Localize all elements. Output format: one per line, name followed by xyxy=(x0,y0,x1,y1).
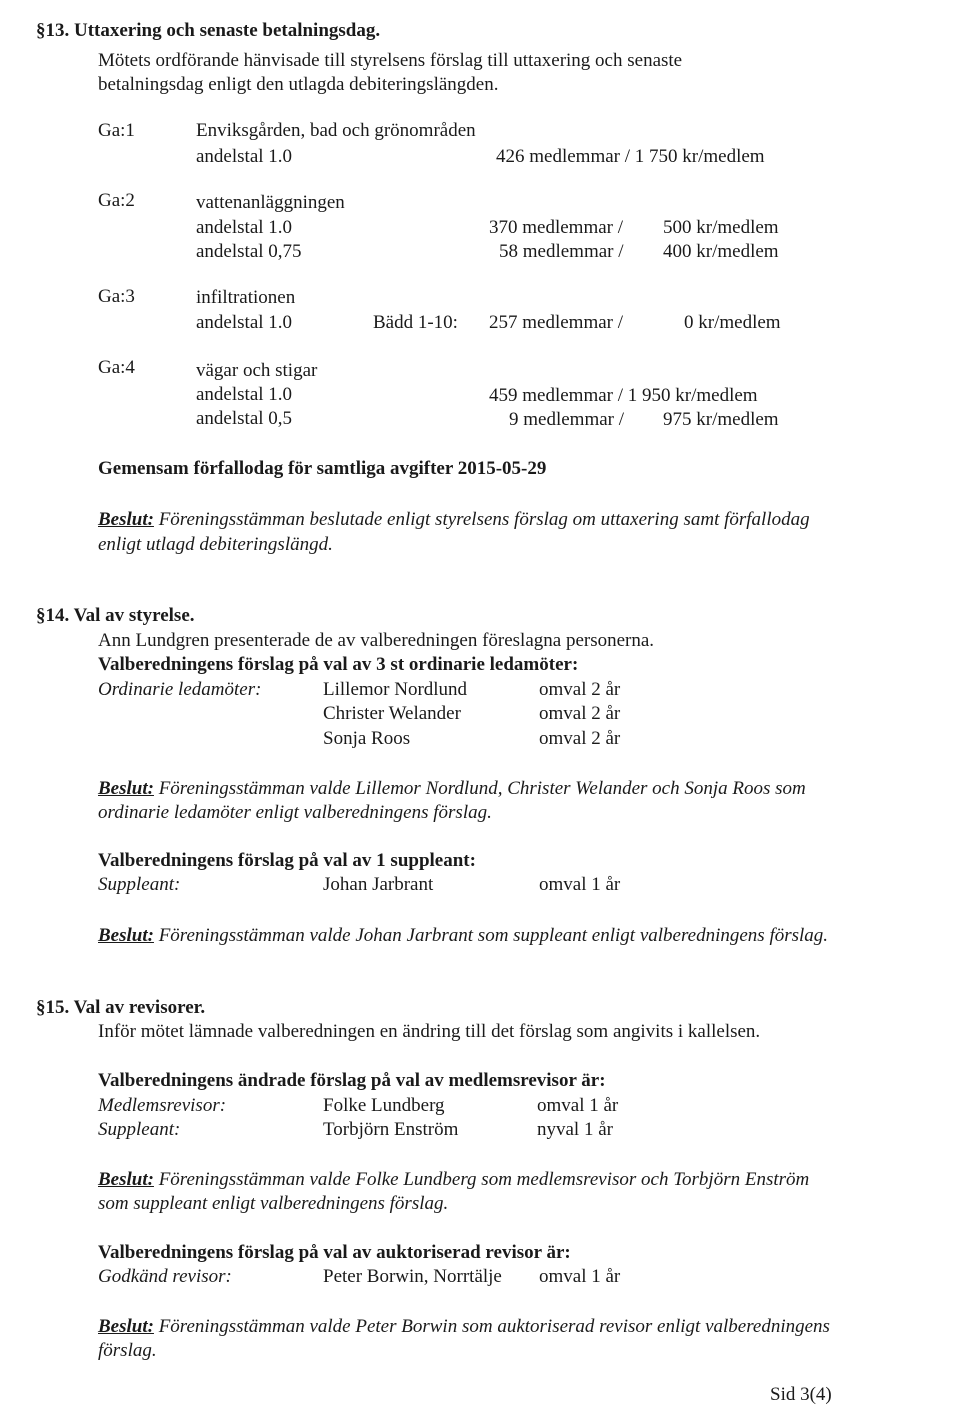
member-name: Lillemor Nordlund xyxy=(323,679,468,700)
member-term: omval 2 år xyxy=(539,703,621,724)
decision-text: Föreningsstämman valde Peter Borwin som auktoriserad revisor enligt valberedningens xyxy=(153,1316,830,1337)
group-share: andelstal 1.0 xyxy=(196,146,293,167)
decision-15b-line-2: förslag. xyxy=(98,1340,157,1361)
decision-14b xyxy=(98,925,828,948)
section-14-heading: §14. Val av styrelse. xyxy=(36,605,195,626)
decision-15a xyxy=(98,1169,809,1192)
role-label: Medlemsrevisor: xyxy=(98,1095,227,1116)
decision-15a-line-2: som suppleant enligt valberedningens förslag. xyxy=(98,1193,449,1214)
group-code: Ga:3 xyxy=(98,286,135,307)
role-label: Suppleant: xyxy=(98,1119,181,1140)
section-15-heading: §15. Val av revisorer. xyxy=(36,997,206,1018)
decision-label: Beslut: xyxy=(98,509,154,530)
auditor-name: Torbjörn Enström xyxy=(323,1119,459,1140)
group-name: vägar och stigar xyxy=(196,360,318,381)
section-13-heading: §13. Uttaxering och senaste betalningsdag. xyxy=(36,20,381,41)
auditor-term: nyval 1 år xyxy=(537,1119,613,1140)
group-fee: 500 kr/medlem xyxy=(663,217,779,238)
proposal-authorized-auditor: Valberedningens förslag på val av auktoriserad revisor är: xyxy=(98,1242,571,1263)
role-label: Suppleant: xyxy=(98,874,181,895)
group-name: Enviksgården, bad och grönområden xyxy=(196,120,476,141)
decision-text: Föreningsstämman valde Johan Jarbrant som suppleant enligt valberedningens förslag. xyxy=(153,925,829,946)
role-label: Ordinarie ledamöter: xyxy=(98,679,262,700)
auditor-term: omval 1 år xyxy=(539,1266,621,1287)
group-fee: 400 kr/medlem xyxy=(663,241,779,262)
group-members: 9 medlemmar / xyxy=(509,409,625,430)
decision-label: Beslut: xyxy=(98,1316,154,1337)
group-name: vattenanläggningen xyxy=(196,192,345,213)
member-name: Sonja Roos xyxy=(323,728,411,749)
group-code: Ga:1 xyxy=(98,120,135,141)
member-term: omval 2 år xyxy=(539,679,621,700)
section-13-intro-line-2: betalningsdag enligt den utlagda debiteringslängden. xyxy=(98,74,499,95)
member-term: omval 2 år xyxy=(539,728,621,749)
group-share: andelstal 1.0 xyxy=(196,384,293,405)
group-members: 370 medlemmar / xyxy=(489,217,624,238)
group-fee: 0 kr/medlem xyxy=(684,312,781,333)
decision-label: Beslut: xyxy=(98,778,154,799)
group-extra: Bädd 1-10: xyxy=(373,312,458,333)
group-members: 257 medlemmar / xyxy=(489,312,624,333)
group-share: andelstal 0,75 xyxy=(196,241,302,262)
deputy-term: omval 1 år xyxy=(539,874,621,895)
due-date-line: Gemensam förfallodag för samtliga avgifter 2015-05-29 xyxy=(98,458,547,479)
section-13-intro-line-1: Mötets ordförande hänvisade till styrelsens förslag till uttaxering och senaste xyxy=(98,50,683,71)
page-number: Sid 3(4) xyxy=(770,1384,832,1405)
decision-13 xyxy=(98,509,810,532)
auditor-name: Folke Lundberg xyxy=(323,1095,445,1116)
deputy-name: Johan Jarbrant xyxy=(323,874,434,895)
auditor-name: Peter Borwin, Norrtälje xyxy=(323,1266,502,1287)
member-name: Christer Welander xyxy=(323,703,461,724)
group-members: 426 medlemmar / 1 750 kr/medlem xyxy=(496,146,765,167)
role-label: Godkänd revisor: xyxy=(98,1266,232,1287)
section-15-intro: Inför mötet lämnade valberedningen en ändring till det förslag som angivits i kallelsen. xyxy=(98,1021,761,1042)
group-fee: 975 kr/medlem xyxy=(663,409,779,430)
group-share: andelstal 1.0 xyxy=(196,217,293,238)
decision-text: Föreningsstämman beslutade enligt styrelsens förslag om uttaxering samt förfallodag xyxy=(153,509,810,530)
section-14-intro: Ann Lundgren presenterade de av valberedningen föreslagna personerna. xyxy=(98,630,655,651)
decision-14a xyxy=(98,778,806,801)
proposal-board-members: Valberedningens förslag på val av 3 st ordinarie ledamöter: xyxy=(98,654,579,675)
decision-text: Föreningsstämman valde Folke Lundberg som medlemsrevisor och Torbjörn Enström xyxy=(153,1169,810,1190)
decision-label: Beslut: xyxy=(98,925,154,946)
group-members: 58 medlemmar / xyxy=(499,241,624,262)
proposal-member-auditor: Valberedningens ändrade förslag på val av medlemsrevisor är: xyxy=(98,1070,606,1091)
group-share: andelstal 1.0 xyxy=(196,312,293,333)
decision-13-line-2: enligt utlagd debiteringslängd. xyxy=(98,534,333,555)
group-members: 459 medlemmar / 1 950 kr/medlem xyxy=(489,385,758,406)
decision-text: Föreningsstämman valde Lillemor Nordlund, Christer Welander och Sonja Roos som xyxy=(153,778,806,799)
auditor-term: omval 1 år xyxy=(537,1095,619,1116)
decision-label: Beslut: xyxy=(98,1169,154,1190)
proposal-deputy: Valberedningens förslag på val av 1 suppleant: xyxy=(98,850,476,871)
decision-14a-line-2: ordinarie ledamöter enligt valberedningens förslag. xyxy=(98,802,492,823)
group-code: Ga:4 xyxy=(98,357,135,378)
group-code: Ga:2 xyxy=(98,190,135,211)
group-share: andelstal 0,5 xyxy=(196,408,293,429)
group-name: infiltrationen xyxy=(196,287,296,308)
decision-15b xyxy=(98,1316,830,1339)
